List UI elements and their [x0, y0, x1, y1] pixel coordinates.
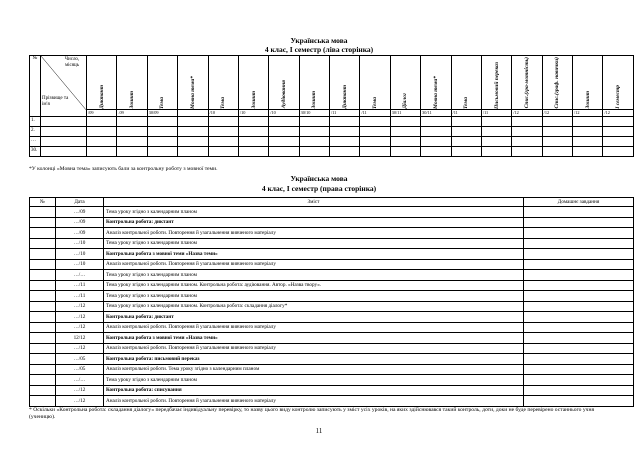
- right-table-header: [30, 198, 634, 207]
- header-no: №: [30, 198, 56, 207]
- grade-cell[interactable]: [41, 126, 87, 136]
- lesson-number-cell[interactable]: [30, 343, 56, 354]
- column-header: [117, 56, 147, 110]
- lesson-number-cell[interactable]: [30, 322, 56, 333]
- grade-cell[interactable]: [238, 116, 268, 126]
- lesson-content: Тема уроку згідно з календарним планом. Контрольна робота: аудіювання. Автор. «Назва твору».: [104, 280, 524, 291]
- lesson-date: …/12: [56, 396, 104, 407]
- lesson-number-cell[interactable]: [30, 364, 56, 375]
- lesson-row: [30, 217, 634, 228]
- lesson-number-cell[interactable]: [30, 375, 56, 386]
- grade-cell[interactable]: [573, 126, 603, 136]
- column-label: Діалог: [402, 92, 409, 109]
- homework-cell[interactable]: [524, 280, 634, 291]
- lesson-date: …/12: [56, 385, 104, 396]
- column-date: /10: [208, 109, 238, 116]
- grade-cell[interactable]: [117, 146, 147, 156]
- left-table-date-row: [30, 109, 634, 116]
- row-number: 30.: [30, 146, 41, 156]
- column-header: [330, 56, 360, 110]
- lesson-row: [30, 396, 634, 407]
- column-header: [178, 56, 208, 110]
- grade-cell[interactable]: [481, 146, 511, 156]
- column-date: /12: [573, 109, 603, 116]
- column-label: Письмовий переказ: [493, 61, 500, 109]
- homework-cell[interactable]: [524, 385, 634, 396]
- grade-cell[interactable]: [269, 146, 299, 156]
- column-date: .09: [117, 109, 147, 116]
- column-date: /11: [360, 109, 390, 116]
- column-label: Диктант: [341, 84, 348, 109]
- grade-cell[interactable]: [603, 116, 633, 126]
- grade-cell[interactable]: [299, 116, 329, 126]
- homework-cell[interactable]: [524, 364, 634, 375]
- lesson-date: …/09: [56, 228, 104, 239]
- left-table-header-row: [30, 56, 634, 110]
- right-footnote: * Оскільки «Контрольна робота: складання діалогу» передбачає індивідуальну перевірку, то назву цього виду контролю записують у зміст усіх уроків, на яких здійснювався такий контроль, доти, доки не буде перевірено останнього учня (ученицю).: [29, 407, 595, 420]
- lesson-content: Тема уроку згідно з календарним планом: [104, 207, 524, 218]
- homework-cell[interactable]: [524, 396, 634, 407]
- right-page-subtitle: 4 клас, І семестр (права сторінка): [261, 184, 377, 193]
- lesson-row: [30, 354, 634, 365]
- grade-cell[interactable]: [178, 126, 208, 136]
- grade-cell[interactable]: [330, 136, 360, 146]
- lesson-number-cell[interactable]: [30, 301, 56, 312]
- lesson-number-cell[interactable]: [30, 385, 56, 396]
- lesson-row: [30, 375, 634, 386]
- lesson-row: [30, 312, 634, 323]
- column-date: /12: [603, 109, 633, 116]
- grade-cell[interactable]: [147, 146, 177, 156]
- lesson-content: Тема уроку згідно з календарним планом: [104, 375, 524, 386]
- row-number: 1.: [30, 116, 41, 126]
- lesson-content: Тема уроку згідно з календарним планом: [104, 270, 524, 281]
- grade-cell[interactable]: [603, 136, 633, 146]
- grade-cell[interactable]: [451, 146, 481, 156]
- lesson-date: …/10: [56, 259, 104, 270]
- column-date: /10: [269, 109, 299, 116]
- student-row: [30, 146, 634, 156]
- lesson-content: Контрольна робота: письмовий переказ: [104, 354, 524, 365]
- lesson-row: [30, 343, 634, 354]
- column-header: [238, 56, 268, 110]
- lesson-number-cell[interactable]: [30, 333, 56, 344]
- column-date: /11: [451, 109, 481, 116]
- lesson-content: Тема уроку згідно з календарним планом: [104, 291, 524, 302]
- homework-cell[interactable]: [524, 249, 634, 260]
- column-header: [573, 56, 603, 110]
- page-number: 11: [315, 427, 323, 435]
- homework-cell[interactable]: [524, 333, 634, 344]
- right-page-title: Українська мова: [290, 174, 348, 183]
- column-date: 30/11: [390, 109, 420, 116]
- grade-cell[interactable]: [87, 126, 117, 136]
- grade-cell[interactable]: [87, 116, 117, 126]
- student-row: [30, 126, 634, 136]
- homework-cell[interactable]: [524, 291, 634, 302]
- column-label: Тема: [159, 96, 166, 109]
- column-date: 30/10: [299, 109, 329, 116]
- grade-cell[interactable]: [421, 126, 451, 136]
- lesson-number-cell[interactable]: [30, 238, 56, 249]
- grade-cell[interactable]: [512, 136, 542, 146]
- homework-cell[interactable]: [524, 207, 634, 218]
- right-lesson-table: [29, 197, 634, 407]
- lesson-content: Контрольна робота: списування: [104, 385, 524, 396]
- grade-cell[interactable]: [269, 116, 299, 126]
- column-header: [390, 56, 420, 110]
- grade-cell[interactable]: [481, 126, 511, 136]
- grade-cell[interactable]: [542, 146, 572, 156]
- grade-cell[interactable]: [512, 146, 542, 156]
- grade-cell[interactable]: [360, 146, 390, 156]
- grade-cell[interactable]: [238, 136, 268, 146]
- grade-cell[interactable]: [178, 146, 208, 156]
- lesson-date: …/11: [56, 280, 104, 291]
- grade-cell[interactable]: [87, 136, 117, 146]
- lesson-date: …/12: [56, 312, 104, 323]
- homework-cell[interactable]: [524, 301, 634, 312]
- homework-cell[interactable]: [524, 375, 634, 386]
- grade-cell[interactable]: [421, 136, 451, 146]
- column-label: І семестр: [615, 84, 622, 109]
- column-header: [603, 56, 633, 110]
- row-number: …: [30, 136, 41, 146]
- lesson-date: 12/12: [56, 333, 104, 344]
- lesson-number-cell[interactable]: [30, 270, 56, 281]
- lesson-number-cell[interactable]: [30, 207, 56, 218]
- grade-cell[interactable]: [208, 116, 238, 126]
- grade-cell[interactable]: [117, 126, 147, 136]
- grade-cell[interactable]: [299, 146, 329, 156]
- grade-cell[interactable]: [512, 116, 542, 126]
- header-name-label: Прізвище та ім'я: [42, 96, 69, 107]
- lesson-number-cell[interactable]: [30, 259, 56, 270]
- header-content: Зміст: [104, 198, 524, 207]
- header-date-label: Число, місяць: [64, 57, 80, 68]
- column-header: [512, 56, 542, 110]
- left-page-title: Українська мова: [290, 36, 348, 45]
- lesson-number-cell[interactable]: [30, 228, 56, 239]
- grade-cell[interactable]: [41, 146, 87, 156]
- grade-cell[interactable]: [360, 136, 390, 146]
- grade-cell[interactable]: [512, 126, 542, 136]
- grade-cell[interactable]: [573, 136, 603, 146]
- lesson-date: …/10: [56, 238, 104, 249]
- homework-cell[interactable]: [524, 312, 634, 323]
- lesson-row: [30, 364, 634, 375]
- lesson-content: Аналіз контрольної роботи. Повторення й узагальнення вивченого матеріалу: [104, 259, 524, 270]
- column-label: Мовна тема*: [432, 75, 439, 109]
- grade-cell[interactable]: [481, 116, 511, 126]
- column-label: Мовна тема*: [189, 75, 196, 109]
- grade-cell[interactable]: [178, 116, 208, 126]
- grade-cell[interactable]: [360, 126, 390, 136]
- lesson-date: …/09: [56, 217, 104, 228]
- grade-cell[interactable]: [299, 126, 329, 136]
- left-footnote: *У колонці «Мовна тема» записують бали за контрольну роботу з мовної теми.: [29, 166, 218, 172]
- grade-cell[interactable]: [269, 136, 299, 146]
- column-label: Зошит: [250, 91, 257, 109]
- lesson-content: Контрольна робота: диктант: [104, 217, 524, 228]
- homework-cell[interactable]: [524, 238, 634, 249]
- column-date: /11: [330, 109, 360, 116]
- lesson-row: [30, 228, 634, 239]
- column-date: 30/09: [147, 109, 177, 116]
- student-row: [30, 116, 634, 126]
- column-header: [542, 56, 572, 110]
- grade-cell[interactable]: [117, 116, 147, 126]
- grade-cell[interactable]: [330, 146, 360, 156]
- grade-cell[interactable]: [87, 146, 117, 156]
- grade-cell[interactable]: [299, 136, 329, 146]
- grade-cell[interactable]: [481, 136, 511, 146]
- lesson-date: …/10: [56, 249, 104, 260]
- lesson-content: Контрольна робота з мовної теми «Назва теми»: [104, 249, 524, 260]
- lesson-row: [30, 259, 634, 270]
- column-label: Тема: [372, 96, 379, 109]
- lesson-content: Аналіз контрольної роботи. Повторення й узагальнення вивченого матеріалу: [104, 343, 524, 354]
- grade-cell[interactable]: [390, 126, 420, 136]
- grade-cell[interactable]: [421, 116, 451, 126]
- lesson-row: [30, 280, 634, 291]
- grade-cell[interactable]: [117, 136, 147, 146]
- grade-cell[interactable]: [360, 116, 390, 126]
- grade-cell[interactable]: [41, 116, 87, 126]
- grade-cell[interactable]: [208, 136, 238, 146]
- header-date: Дата: [56, 198, 104, 207]
- lesson-date: …/12: [56, 301, 104, 312]
- lesson-date: …/12: [56, 343, 104, 354]
- lesson-content: Тема уроку згідно з календарним планом: [104, 238, 524, 249]
- lesson-content: Контрольна робота: диктант: [104, 312, 524, 323]
- column-label: Диктант: [98, 84, 105, 109]
- grade-cell[interactable]: [208, 126, 238, 136]
- column-label: Зошит: [584, 91, 591, 109]
- homework-cell[interactable]: [524, 343, 634, 354]
- lesson-date: …/05: [56, 364, 104, 375]
- lesson-date: …/11: [56, 291, 104, 302]
- lesson-row: [30, 207, 634, 218]
- column-header: [87, 56, 117, 110]
- lesson-date: …/12: [56, 322, 104, 333]
- column-date: /11: [481, 109, 511, 116]
- grade-cell[interactable]: [451, 136, 481, 146]
- column-label: Зошит: [129, 91, 136, 109]
- grade-cell[interactable]: [542, 136, 572, 146]
- grade-cell[interactable]: [238, 126, 268, 136]
- lesson-row: [30, 301, 634, 312]
- lesson-row: [30, 291, 634, 302]
- homework-cell[interactable]: [524, 259, 634, 270]
- grade-cell[interactable]: [603, 146, 633, 156]
- homework-cell[interactable]: [524, 228, 634, 239]
- column-label: Спис.(гра-мотність): [523, 57, 530, 109]
- lesson-number-cell[interactable]: [30, 291, 56, 302]
- grade-cell[interactable]: [390, 136, 420, 146]
- lesson-content: Тема уроку згідно з календарним планом. Контрольна робота: складання діалогу*: [104, 301, 524, 312]
- grade-cell[interactable]: [147, 136, 177, 146]
- column-date: /10: [238, 109, 268, 116]
- column-label: Спис.(граф. навички): [554, 57, 561, 109]
- grade-cell[interactable]: [390, 116, 420, 126]
- header-diagonal-cell: [41, 56, 87, 117]
- lesson-content: Аналіз контрольної роботи. Повторення й узагальнення вивченого матеріалу: [104, 396, 524, 407]
- grade-cell[interactable]: [573, 146, 603, 156]
- column-date: /12: [542, 109, 572, 116]
- grade-cell[interactable]: [421, 146, 451, 156]
- column-label: Тема: [220, 96, 227, 109]
- header-homework: Домашнє завдання: [524, 198, 634, 207]
- lesson-number-cell[interactable]: [30, 249, 56, 260]
- lesson-number-cell[interactable]: [30, 396, 56, 407]
- column-header: [299, 56, 329, 110]
- column-header: [147, 56, 177, 110]
- lesson-number-cell[interactable]: [30, 354, 56, 365]
- lesson-content: Контрольна робота з мовної теми «Назва теми»: [104, 333, 524, 344]
- grade-cell[interactable]: [41, 136, 87, 146]
- lesson-row: [30, 385, 634, 396]
- grade-cell[interactable]: [147, 126, 177, 136]
- column-date: /09: [87, 109, 117, 116]
- grade-cell[interactable]: [330, 116, 360, 126]
- left-page-subtitle: 4 клас, І семестр (ліва сторінка): [264, 45, 374, 54]
- column-date: 30/11: [421, 109, 451, 116]
- left-grade-table: [29, 55, 634, 157]
- lesson-date: …/09: [56, 207, 104, 218]
- lesson-number-cell[interactable]: [30, 217, 56, 228]
- lesson-row: [30, 270, 634, 281]
- grade-cell[interactable]: [451, 116, 481, 126]
- grade-cell[interactable]: [573, 116, 603, 126]
- column-header: [481, 56, 511, 110]
- row-number: 2.: [30, 126, 41, 136]
- lesson-row: [30, 238, 634, 249]
- lesson-date: …/…: [56, 375, 104, 386]
- homework-cell[interactable]: [524, 270, 634, 281]
- lesson-row: [30, 333, 634, 344]
- column-label: Аудіювання: [280, 80, 287, 109]
- column-label: Тема: [463, 96, 470, 109]
- grade-cell[interactable]: [451, 126, 481, 136]
- grade-cell[interactable]: [208, 146, 238, 156]
- student-row: [30, 136, 634, 146]
- grade-cell[interactable]: [178, 136, 208, 146]
- column-label: Зошит: [311, 91, 318, 109]
- column-header: [208, 56, 238, 110]
- column-header: [269, 56, 299, 110]
- lesson-content: Аналіз контрольної роботи. Тема уроку згідно з календарним планом: [104, 364, 524, 375]
- column-date: /12: [512, 109, 542, 116]
- homework-cell[interactable]: [524, 322, 634, 333]
- grade-cell[interactable]: [238, 146, 268, 156]
- lesson-row: [30, 249, 634, 260]
- grade-cell[interactable]: [542, 116, 572, 126]
- lesson-row: [30, 322, 634, 333]
- homework-cell[interactable]: [524, 217, 634, 228]
- lesson-number-cell[interactable]: [30, 312, 56, 323]
- grade-cell[interactable]: [603, 126, 633, 136]
- lesson-number-cell[interactable]: [30, 280, 56, 291]
- grade-cell[interactable]: [147, 116, 177, 126]
- header-no: №: [30, 56, 41, 117]
- column-header: [360, 56, 390, 110]
- lesson-date: …/05: [56, 354, 104, 365]
- column-header: [451, 56, 481, 110]
- grade-cell[interactable]: [542, 126, 572, 136]
- lesson-content: Аналіз контрольної роботи. Повторення й узагальнення вивченого матеріалу: [104, 228, 524, 239]
- homework-cell[interactable]: [524, 354, 634, 365]
- lesson-date: …/…: [56, 270, 104, 281]
- grade-cell[interactable]: [390, 146, 420, 156]
- lesson-content: Аналіз контрольної роботи. Повторення й узагальнення вивченого матеріалу: [104, 322, 524, 333]
- grade-cell[interactable]: [330, 126, 360, 136]
- grade-cell[interactable]: [269, 126, 299, 136]
- column-header: [421, 56, 451, 110]
- column-date: [178, 109, 208, 116]
